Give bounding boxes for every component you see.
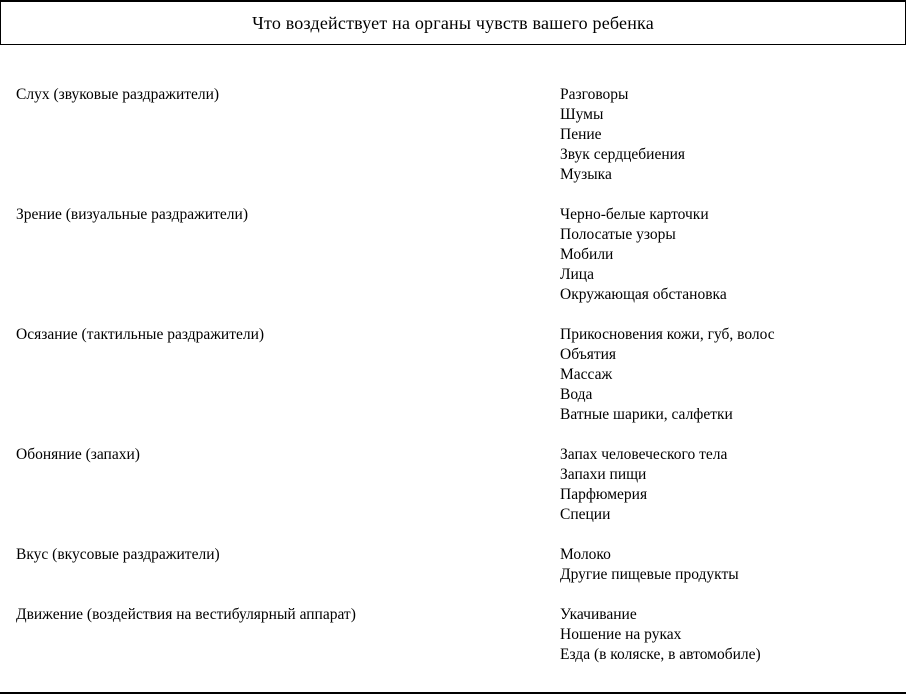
stimulus-item: Прикосновения кожи, губ, волос <box>560 326 775 343</box>
stimulus-item: Парфюмерия <box>560 486 648 503</box>
stimulus-item: Музыка <box>560 166 612 183</box>
stimulus-item: Ношение на руках <box>560 626 682 643</box>
table-row <box>16 205 886 305</box>
stimulus-item: Другие пищевые продукты <box>560 566 739 583</box>
stimulus-item: Вода <box>560 386 593 403</box>
table-header <box>0 0 906 45</box>
sense-label: Зрение (визуальные раздражители) <box>16 206 248 223</box>
stimulus-item: Объятия <box>560 346 617 363</box>
stimuli-list <box>560 445 886 525</box>
stimulus-item: Звук сердцебиения <box>560 146 686 163</box>
stimulus-item: Запах человеческого тела <box>560 446 728 463</box>
stimulus-item: Езда (в коляске, в автомобиле) <box>560 646 761 663</box>
bottom-rule <box>0 692 906 694</box>
table-row <box>16 605 886 665</box>
stimulus-item: Запахи пищи <box>560 466 647 483</box>
stimuli-list <box>560 545 886 585</box>
stimulus-item: Мобили <box>560 246 614 263</box>
stimulus-item: Специи <box>560 506 611 523</box>
stimulus-item: Шумы <box>560 106 604 123</box>
stimulus-item: Молоко <box>560 546 611 563</box>
stimulus-item: Лица <box>560 266 594 283</box>
sense-table <box>0 45 906 665</box>
stimulus-item: Разговоры <box>560 86 629 103</box>
stimulus-item: Черно-белые карточки <box>560 206 709 223</box>
page-title: Что воздействует на органы чувств вашего ребенка <box>252 12 654 33</box>
sense-label: Движение (воздействия на вестибулярный аппарат) <box>16 606 356 623</box>
sense-label: Слух (звуковые раздражители) <box>16 86 220 103</box>
stimulus-item: Полосатые узоры <box>560 226 676 243</box>
sense-label: Обоняние (запахи) <box>16 446 140 463</box>
stimulus-item: Массаж <box>560 366 613 383</box>
sense-label: Осязание (тактильные раздражители) <box>16 326 265 343</box>
table-row <box>16 445 886 525</box>
table-row <box>16 325 886 425</box>
stimulus-item: Ватные шарики, салфетки <box>560 406 733 423</box>
stimuli-list <box>560 205 886 305</box>
stimuli-list <box>560 325 886 425</box>
sense-label: Вкус (вкусовые раздражители) <box>16 546 220 563</box>
stimuli-list <box>560 605 886 665</box>
stimulus-item: Окружающая обстановка <box>560 286 727 303</box>
table-row <box>16 85 886 185</box>
stimulus-item: Пение <box>560 126 602 143</box>
stimuli-list <box>560 85 886 185</box>
table-row <box>16 545 886 585</box>
stimulus-item: Укачивание <box>560 606 637 623</box>
